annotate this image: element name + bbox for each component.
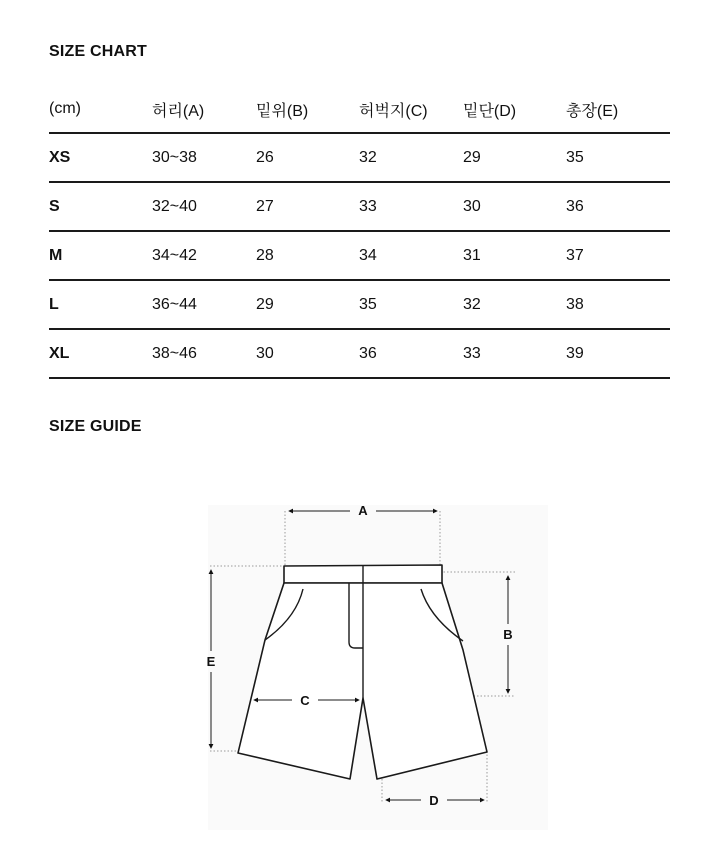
table-cell: 36~44 bbox=[152, 280, 256, 329]
table-cell: 37 bbox=[566, 231, 670, 280]
table-cell: 30 bbox=[463, 182, 566, 231]
label-e: E bbox=[206, 654, 216, 669]
table-cell: 28 bbox=[256, 231, 359, 280]
label-b: B bbox=[503, 627, 513, 642]
table-cell: 32 bbox=[463, 280, 566, 329]
header-cell: 허리(A) bbox=[152, 86, 256, 133]
table-cell: 29 bbox=[463, 133, 566, 182]
label-d: D bbox=[429, 793, 439, 808]
table-cell: 30~38 bbox=[152, 133, 256, 182]
header-cell: 밑위(B) bbox=[256, 86, 359, 133]
table-cell: 35 bbox=[359, 280, 463, 329]
table-cell: 27 bbox=[256, 182, 359, 231]
table-cell: 26 bbox=[256, 133, 359, 182]
table-cell: 34~42 bbox=[152, 231, 256, 280]
table-cell: 32 bbox=[359, 133, 463, 182]
size-guide-title: SIZE GUIDE bbox=[49, 418, 142, 435]
table-cell: 29 bbox=[256, 280, 359, 329]
size-cell: XL bbox=[49, 329, 152, 378]
table-cell: 31 bbox=[463, 231, 566, 280]
header-cell: 밑단(D) bbox=[463, 86, 566, 133]
label-a: A bbox=[358, 503, 368, 518]
size-cell: S bbox=[49, 182, 152, 231]
table-cell: 36 bbox=[359, 329, 463, 378]
table-cell: 36 bbox=[566, 182, 670, 231]
size-chart-title: SIZE CHART bbox=[49, 43, 147, 60]
table-cell: 39 bbox=[566, 329, 670, 378]
table-cell: 32~40 bbox=[152, 182, 256, 231]
table-cell: 34 bbox=[359, 231, 463, 280]
label-c: C bbox=[300, 693, 310, 708]
size-cell: L bbox=[49, 280, 152, 329]
table-cell: 30 bbox=[256, 329, 359, 378]
table-cell: 33 bbox=[359, 182, 463, 231]
table-cell: 35 bbox=[566, 133, 670, 182]
size-cell: XS bbox=[49, 133, 152, 182]
table-cell: 33 bbox=[463, 329, 566, 378]
header-cell: 허벅지(C) bbox=[359, 86, 463, 133]
table-cell: 38 bbox=[566, 280, 670, 329]
header-cell: (cm) bbox=[49, 86, 152, 133]
table-cell: 38~46 bbox=[152, 329, 256, 378]
size-cell: M bbox=[49, 231, 152, 280]
header-cell: 총장(E) bbox=[566, 86, 670, 133]
